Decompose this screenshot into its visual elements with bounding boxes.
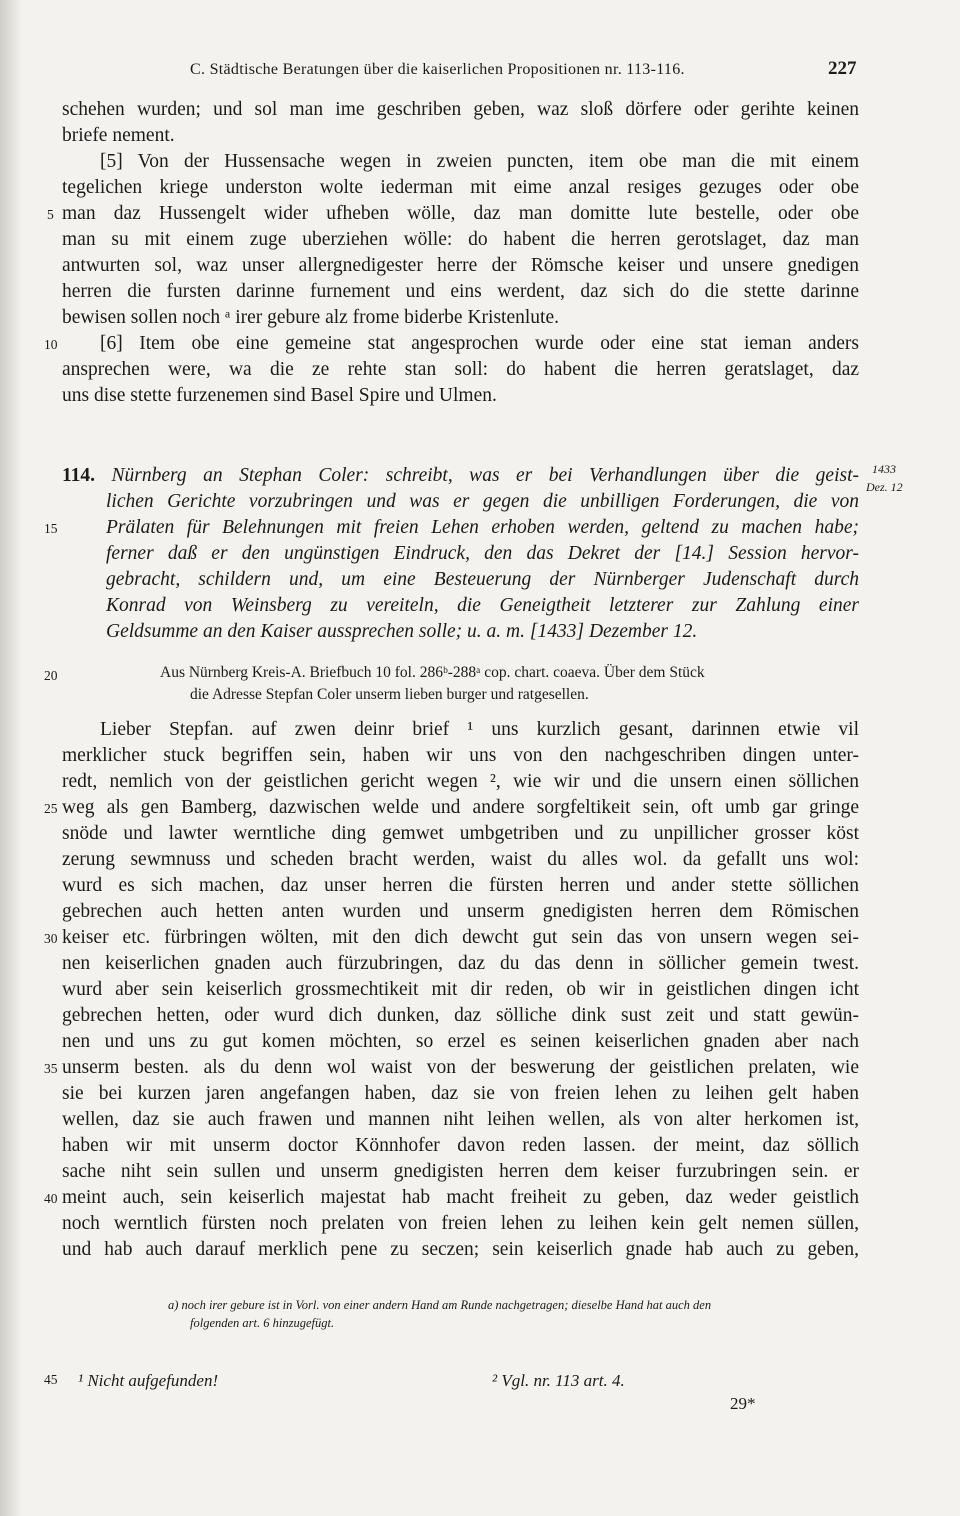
letter-line: gebrechen hetten, oder wurd dich dunken, daz sölliche dink sust zeit und statt gewün- (62, 1005, 859, 1026)
apparatus-line: a) noch irer gebure ist in Vorl. von einer andern Hand am Runde nachgetragen; dieselbe Hand hat auch den (168, 1298, 712, 1312)
letter-line: nen keiserlichen gnaden auch fürzubringen, daz du das denn in söllicher gemein twest. (62, 953, 859, 974)
regest-line: Konrad von Weinsberg zu vereiteln, die Geneigtheit letzterer zur Zahlung einer (106, 595, 859, 616)
margin-date: Dez. 12 (866, 480, 903, 494)
letter-line: meint auch, sein keiserlich majestat hab macht freiheit zu geben, daz weder geistlich (62, 1187, 859, 1208)
letter-line: Lieber Stepfan. auf zwen deinr brief ¹ uns kurzlich gesant, darinnen etwie vil (100, 719, 859, 740)
letter-line: merklicher stuck begriffen sein, haben wir uns von den nachgeschriben dingen unter- (62, 745, 859, 766)
letter-line: sache niht sein sullen und unserm gnedigisten herren dem keiser furzubringen sein. er (62, 1161, 859, 1182)
page-edge-shadow (0, 0, 22, 1516)
footnote-1: ¹ Nicht aufgefunden! (78, 1371, 219, 1390)
line-number: 15 (44, 521, 58, 536)
line-number: 10 (44, 337, 58, 352)
margin-year: 1433 (872, 462, 896, 476)
regest-line: Geldsumme an den Kaiser aussprechen solle; u. a. m. [1433] Dezember 12. (106, 621, 698, 642)
text-line: briefe nement. (62, 125, 175, 146)
page-number: 227 (828, 58, 857, 79)
line-number: 40 (44, 1191, 58, 1206)
letter-line: gebrechen auch hetten anten wurden und unserm gnedigisten herren dem Römischen (62, 901, 859, 922)
line-number: 30 (44, 931, 58, 946)
source-line: die Adresse Stepfan Coler unserm lieben burger und ratgesellen. (190, 686, 589, 703)
line-number: 5 (47, 207, 54, 222)
running-header: C. Städtische Beratungen über die kaiserlichen Propositionen nr. 113-116. (190, 61, 685, 78)
source-line: Aus Nürnberg Kreis-A. Briefbuch 10 fol. 286ᵇ-288ᵃ cop. chart. coaeva. Über dem Stück (160, 664, 705, 681)
text-line: ansprechen were, wa die ze rehte stan soll: do habent die herren geratslaget, daz (62, 359, 859, 380)
line-number: 20 (44, 668, 58, 683)
letter-line: noch werntlich fürsten noch prelaten von freien lehen zu leihen kein gelt nemen süllen, (62, 1213, 859, 1234)
line-number: 45 (44, 1372, 58, 1387)
text-line: [5] Von der Hussensache wegen in zweien puncten, item obe man die mit einem (100, 151, 859, 172)
letter-line: wurd es sich machen, daz unser herren die fürsten herren und ander stette söllichen (62, 875, 859, 896)
letter-line: unserm besten. als du denn wol waist von der beswerung der geistlichen prelaten, wie (62, 1057, 859, 1078)
footnote-2: ² Vgl. nr. 113 art. 4. (492, 1371, 625, 1390)
regest-line: Prälaten für Belehnungen mit freien Lehen erhoben werden, geltend zu machen habe; (106, 517, 859, 538)
text-line: uns dise stette furzenemen sind Basel Spire und Ulmen. (62, 385, 497, 406)
letter-line: haben wir mit unserm doctor Könnhofer davon reden lassen. der meint, daz söllich (62, 1135, 859, 1156)
text-line: man su mit einem zuge uberziehen wölle: do habent die herren gerotslaget, daz man (62, 229, 859, 250)
signature-mark: 29* (730, 1394, 756, 1413)
letter-line: sie bei kurzen jaren angefangen haben, daz sie von freien lehen zu leihen gelt haben (62, 1083, 859, 1104)
text-line: bewisen sollen noch ᵃ irer gebure alz frome biderbe Kristenlute. (62, 307, 559, 328)
apparatus-line: folgenden art. 6 hinzugefügt. (190, 1316, 335, 1330)
line-number: 25 (44, 801, 58, 816)
line-number: 35 (44, 1061, 58, 1076)
regest-line: lichen Gerichte vorzubringen und was er gegen die unbilligen Forderungen, die von (106, 491, 859, 512)
document-number: 114. (62, 465, 96, 486)
regest-text: Nürnberg an Stephan Coler: schreibt, was er bei Verhandlungen über die geist- (111, 465, 859, 486)
letter-line: zerung sewmnuss und scheden bracht werden, waist du alles wol. da gefallt uns wol: (62, 849, 859, 870)
letter-line: nen und uns zu gut komen möchten, so erzel es seinen keiserlichen gnaden aber nach (62, 1031, 859, 1052)
text-line: [6] Item obe eine gemeine stat angesprochen wurde oder eine stat ieman anders (100, 333, 859, 354)
letter-line: snöde und lawter werntliche ding gemwet umbgetriben und zu unpillicher grosser köst (62, 823, 859, 844)
letter-line: und hab auch darauf merklich pene zu seczen; sein keiserlich gnade hab auch zu geben, (62, 1239, 859, 1260)
regest-line: gebracht, schildern und, um eine Besteuerung der Nürnberger Judenschaft durch (106, 569, 859, 590)
text-line: tegelichen kriege underston wolte iederman mit eime anzal resiges gezuges oder obe (62, 177, 859, 198)
text-line: man daz Hussengelt wider ufheben wölle, daz man domitte lute bestelle, oder obe (62, 203, 859, 224)
text-line: schehen wurden; und sol man ime geschriben geben, waz sloß dörfere oder gerihte keinen (62, 99, 859, 120)
letter-line: wellen, daz sie auch frawen und mannen niht leihen wellen, als von alter herkomen ist, (62, 1109, 859, 1130)
text-line: antwurten sol, waz unser allergnedigester herre der Römsche keiser und unsere gnedigen (62, 255, 859, 276)
letter-line: wurd aber sein keiserlich grossmechtikeit mit dir reden, ob wir in geistlichen dingen icht (62, 979, 859, 1000)
letter-line: redt, nemlich von der geistlichen gericht wegen ², wie wir und die unsern einen söllichen (62, 771, 859, 792)
letter-line: weg als gen Bamberg, dazwischen welde und andere sorgfeltikeit sein, oft umb gar gringe (62, 797, 859, 818)
letter-line: keiser etc. fürbringen wölten, mit den dich dewcht gut sein das von unsern wegen sei- (62, 927, 859, 948)
text-line: herren die fursten darinne furnement und eins werdent, daz sich do die stette darinne (62, 281, 859, 302)
regest-line: ferner daß er den ungünstigen Eindruck, den das Dekret der [14.] Session hervor- (106, 543, 859, 564)
regest-line (62, 464, 859, 488)
